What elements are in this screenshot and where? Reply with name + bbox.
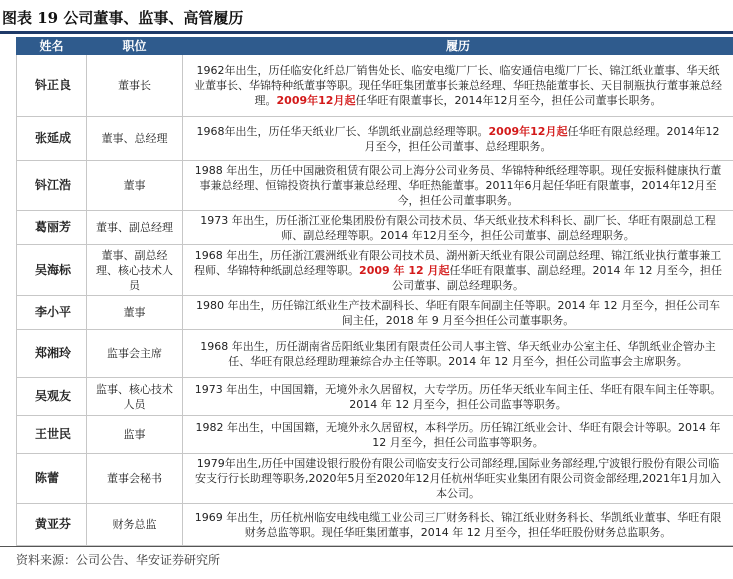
person-name: 王世民 bbox=[17, 416, 87, 454]
person-position: 监事、核心技术人员 bbox=[87, 378, 183, 416]
table-header-row bbox=[17, 38, 733, 55]
history-highlight: 2009年12月起 bbox=[488, 124, 568, 138]
table-row bbox=[17, 416, 733, 454]
table-row bbox=[17, 296, 733, 330]
history-highlight: 2009 年 12 月起 bbox=[359, 263, 450, 277]
header-position: 职位 bbox=[87, 38, 183, 55]
person-position: 董事、副总经理、核心技术人员 bbox=[87, 245, 183, 296]
person-position: 董事、副总经理 bbox=[87, 211, 183, 245]
person-history bbox=[183, 454, 733, 504]
person-name: 郑湘玲 bbox=[17, 330, 87, 378]
history-text-after: 任华旺有限董事长，2014年12月至今，担任公司董事长职务。 bbox=[355, 94, 662, 107]
history-text: 1968 年出生，历任浙江震洲纸业有限公司技术员、湖州新天纸业有限公司副总经理、锦江纸业执行董事兼工程师、华锦特种纸副总经理等职。 bbox=[194, 248, 722, 277]
table-row bbox=[17, 211, 733, 245]
person-name: 张延成 bbox=[17, 117, 87, 161]
person-history bbox=[183, 416, 733, 454]
table-row bbox=[17, 161, 733, 211]
person-history bbox=[183, 161, 733, 211]
person-history bbox=[183, 330, 733, 378]
person-history bbox=[183, 55, 733, 117]
table-row bbox=[17, 454, 733, 504]
table-row bbox=[17, 504, 733, 546]
source-note: 资料来源：公司公告、华安证券研究所 bbox=[16, 553, 221, 567]
person-position: 董事 bbox=[87, 296, 183, 330]
resume-table bbox=[16, 37, 733, 546]
person-name: 陈蕾 bbox=[17, 454, 87, 504]
person-name: 李小平 bbox=[17, 296, 87, 330]
history-text: 1962年出生，历任临安化纤总厂销售处长、临安电缆厂厂长、临安通信电缆厂厂长、锦江纸业董事、华天纸业董事长、华锦特种纸董事等职。现任华旺集团董事长兼总经理、华旺热能董事长、天目制瓶执行董事兼总经理。 bbox=[194, 64, 722, 107]
history-text-after: 任华旺有限总经理。2014年12月至今，担任公司董事、总经理职务。 bbox=[364, 124, 720, 153]
table-row bbox=[17, 55, 733, 117]
history-text-after: 任华旺有限董事、副总经理。2014 年 12 月至今，担任公司董事、副总经理职务。 bbox=[392, 263, 722, 292]
person-history bbox=[183, 504, 733, 546]
person-position: 监事会主席 bbox=[87, 330, 183, 378]
header-history: 履历 bbox=[183, 38, 733, 55]
title-rule bbox=[0, 31, 733, 34]
person-name: 钭江浩 bbox=[17, 161, 87, 211]
person-name: 吴海标 bbox=[17, 245, 87, 296]
person-history bbox=[183, 211, 733, 245]
history-text: 1968年出生，历任华天纸业厂长、华凯纸业副总经理等职。 bbox=[196, 124, 489, 138]
history-text: 1982 年出生，中国国籍，无境外永久居留权，本科学历。历任锦江纸业会计、华旺有限会计等职。2014 年 12 月至今，担任公司监事等职务。 bbox=[195, 420, 721, 449]
history-text: 1979年出生,历任中国建设银行股份有限公司临安支行公司部经理,国际业务部经理,宁波银行股份有限公司临安支行行长助理等职务,2020年5月至2020年12月任杭州华旺实业集团有限公司资金部经理,2021年1月加入本公司。 bbox=[195, 457, 721, 500]
person-position: 财务总监 bbox=[87, 504, 183, 546]
table-row bbox=[17, 330, 733, 378]
history-text: 1980 年出生，历任锦江纸业生产技术副科长、华旺有限车间副主任等职。2014 年 12 月至今，担任公司车间主任，2018 年 9 月至今担任公司董事职务。 bbox=[196, 298, 720, 327]
history-text: 1969 年出生，历任杭州临安电线电缆工业公司三厂财务科长、锦江纸业财务科长、华凯纸业董事、华旺有限财务总监等职。现任华旺集团董事，2014 年 12 月至今，担任华旺股份财务总监职务。 bbox=[194, 510, 722, 539]
person-history bbox=[183, 296, 733, 330]
person-history bbox=[183, 378, 733, 416]
figure-title: 图表 19 公司董事、监事、高管履历 bbox=[2, 9, 244, 27]
history-highlight: 2009年12月起 bbox=[276, 94, 356, 107]
history-text: 1973 年出生，中国国籍，无境外永久居留权，大专学历。历任华天纸业车间主任、华旺有限车间主任等职。2014 年 12 月至今，担任公司监事等职务。 bbox=[194, 382, 722, 411]
person-history bbox=[183, 245, 733, 296]
person-name: 钭正良 bbox=[17, 55, 87, 117]
person-position: 董事会秘书 bbox=[87, 454, 183, 504]
person-position: 董事长 bbox=[87, 55, 183, 117]
history-text: 1973 年出生，历任浙江亚伦集团股份有限公司技术员、华天纸业技术科科长、副厂长、华旺有限副总工程师、副总经理等职。2014 年12月至今，担任公司董事、副总经理职务。 bbox=[200, 213, 716, 242]
table-row bbox=[17, 378, 733, 416]
table-row bbox=[17, 245, 733, 296]
person-history bbox=[183, 117, 733, 161]
source-rule bbox=[0, 546, 733, 547]
history-text: 1968 年出生，历任湖南省岳阳纸业集团有限责任公司人事主管、华天纸业办公室主任、华凯纸业企管办主任、华旺有限总经理助理兼综合办主任等职。2014 年 12 月至今，担任公司监事会主席职务。 bbox=[200, 339, 716, 368]
person-name: 吴观友 bbox=[17, 378, 87, 416]
person-name: 黄亚芬 bbox=[17, 504, 87, 546]
person-name: 葛丽芳 bbox=[17, 211, 87, 245]
person-position: 董事、总经理 bbox=[87, 117, 183, 161]
table-row bbox=[17, 117, 733, 161]
person-position: 董事 bbox=[87, 161, 183, 211]
header-name: 姓名 bbox=[17, 38, 87, 55]
person-position: 监事 bbox=[87, 416, 183, 454]
history-text: 1988 年出生，历任中国融资租赁有限公司上海分公司业务员、华锦特种纸经理等职。现任安振科健康执行董事兼总经理、恒锦投资执行董事兼总经理、华旺热能董事。2011年6月起任华旺有限董事，2014年12月至今，担任公司董事职务。 bbox=[194, 164, 722, 207]
